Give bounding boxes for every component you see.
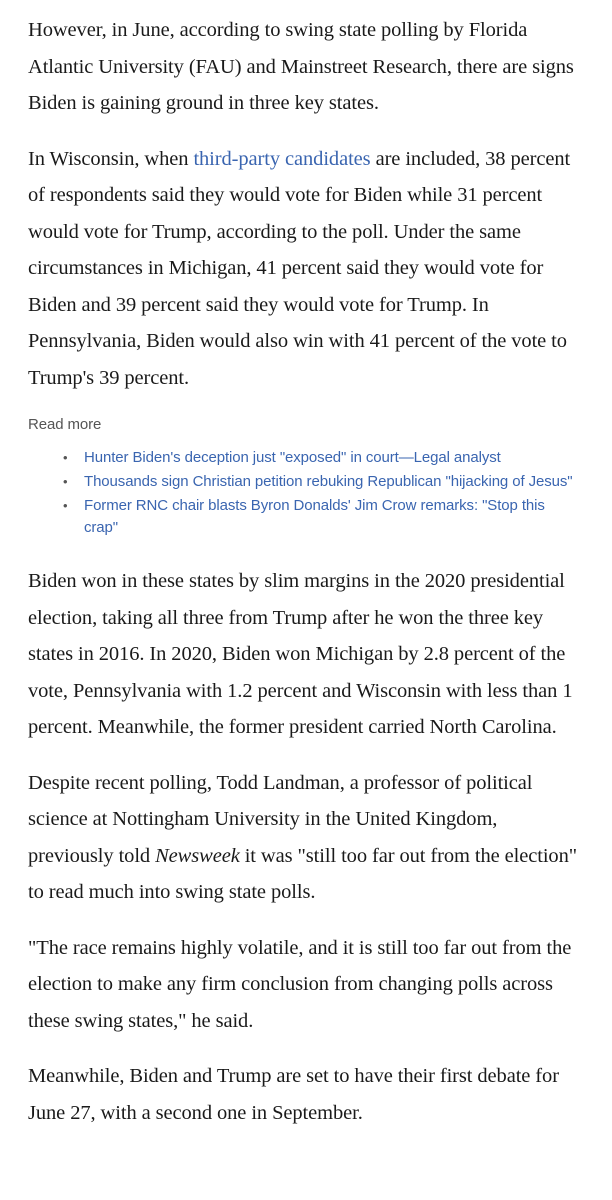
bullet-icon: • [63, 474, 68, 489]
paragraph-text: Despite recent polling, Todd Landman, a professor of political science at Nottingham University in the United Kingdom, previously told [28, 771, 533, 867]
bullet-icon: • [63, 450, 68, 465]
paragraph-text: it was "still too far out from the election" to read much into swing state polls. [28, 844, 578, 903]
paragraph-wisconsin-poll [28, 141, 584, 397]
publication-name: Newsweek [155, 844, 240, 867]
read-more-link-rnc-chair[interactable]: Former RNC chair blasts Byron Donalds' Jim Crow remarks: "Stop this crap" [84, 497, 545, 536]
paragraph-debate-schedule: Meanwhile, Biden and Trump are set to have their first debate for June 27, with a second one in September. [28, 1065, 559, 1124]
read-more-list [28, 447, 584, 539]
paragraph-text: In Wisconsin, when [28, 147, 194, 170]
paragraph-landman-quote: "The race remains highly volatile, and it is still too far out from the election to make any firm conclusion from changing polls across these swing states," he said. [28, 936, 572, 1032]
article-body [28, 12, 584, 1150]
read-more-item [63, 447, 584, 469]
read-more-section [28, 415, 584, 539]
read-more-link-christian-petition[interactable]: Thousands sign Christian petition rebuking Republican "hijacking of Jesus" [84, 473, 573, 490]
read-more-item [63, 471, 584, 493]
paragraph-text: are included, 38 percent of respondents said they would vote for Biden while 31 percent would vote for Trump, according to the poll. Under the same circumstances in Michigan, 41 percent said they would vote for Biden and 39 percent said they would vote for Trump. In Pennsylvania, Biden would also win with 41 percent of the vote to Trump's 39 percent. [28, 147, 571, 389]
read-more-item [63, 495, 584, 539]
read-more-link-hunter-biden[interactable]: Hunter Biden's deception just "exposed" in court—Legal analyst [84, 449, 501, 466]
third-party-candidates-link[interactable]: third-party candidates [193, 147, 371, 170]
read-more-label: Read more [28, 416, 102, 433]
bullet-icon: • [63, 498, 68, 513]
paragraph-polling-intro: However, in June, according to swing state polling by Florida Atlantic University (FAU) and Mainstreet Research, there are signs Biden is gaining ground in three key states. [28, 19, 574, 114]
paragraph-landman-quote-intro [28, 765, 584, 911]
paragraph-2020-results: Biden won in these states by slim margins in the 2020 presidential election, taking all three from Trump after he won the three key states in 2016. In 2020, Biden won Michigan by 2.8 percent of the vote, Pennsylvania with 1.2 percent and Wisconsin with less than 1 percent. Meanwhile, the former president carried North Carolina. [28, 570, 573, 738]
